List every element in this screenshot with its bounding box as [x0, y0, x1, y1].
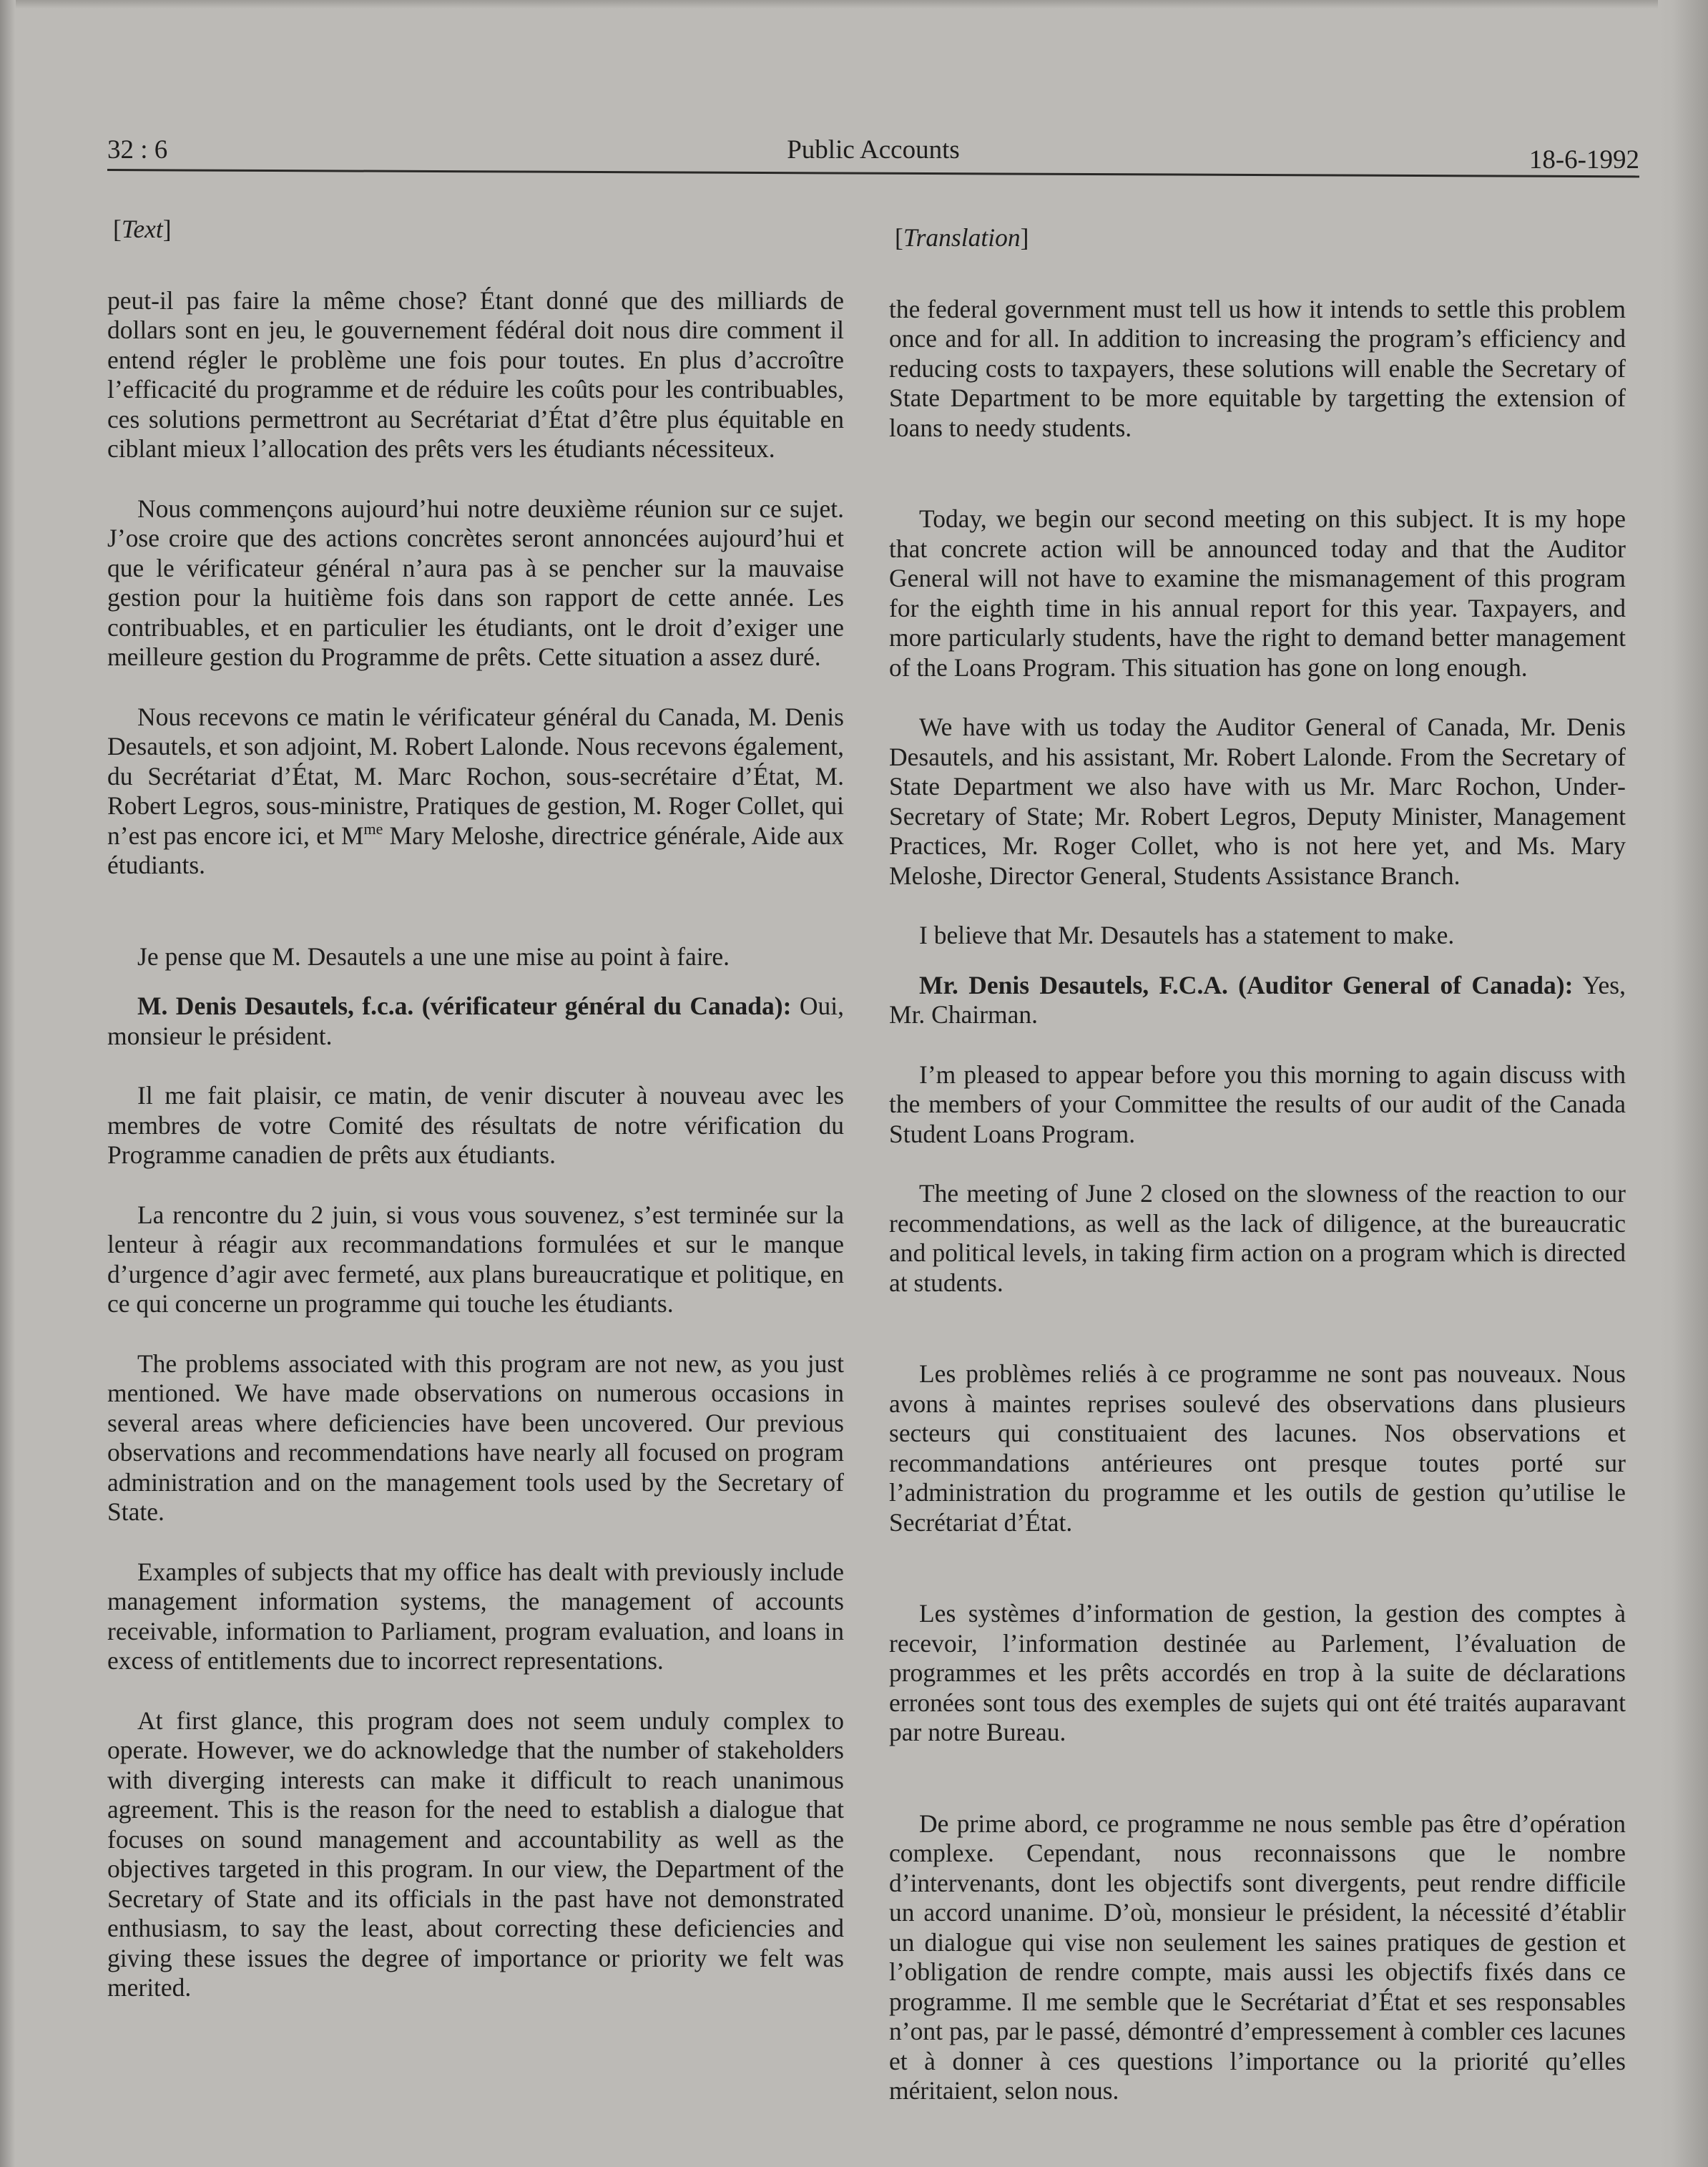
- paragraph: Je pense que M. Desautels a une une mise au point à faire.: [137, 941, 730, 971]
- running-head: [107, 129, 1639, 175]
- paragraph: I believe that Mr. Desautels has a statement to make.: [919, 921, 1455, 949]
- paragraph: [889, 971, 1626, 1030]
- column-label: [Translation]: [895, 223, 1029, 252]
- speaker-name: M. Denis Desautels, f.c.a. (vérificateur général du Canada):: [137, 992, 792, 1020]
- superscript: me: [363, 819, 383, 838]
- speech-text: Oui, monsieur le président.: [107, 992, 844, 1050]
- scan-edge-right: [1658, 0, 1708, 2167]
- issue-date: 18-6-1992: [1528, 145, 1639, 175]
- column-label: [Text]: [113, 215, 172, 243]
- paragraph: I’m pleased to appear before you this morning to again discuss with the members of your Committee the results of our audit of the Canada Student Loans Program.: [889, 1060, 1626, 1148]
- paragraph-text: Nous recevons ce matin le vérificateur général du Canada, M. Denis Desautels, et son adjoint, M. Robert Lalonde. Nous recevons également, du Secrétariat d’État, M. Marc Rochon, sous-secrétaire d’État, M. Robert Legros, sous-ministre, Pratiques de gestion, M. Roger Collet, qui n’est pas encore ici, et M: [107, 702, 844, 850]
- page-number: 32 : 6: [107, 135, 168, 165]
- column-label-text: Text: [121, 215, 163, 243]
- column-label-text: Translation: [903, 223, 1021, 252]
- paragraph: [107, 992, 844, 1051]
- paragraph: Il me fait plaisir, ce matin, de venir discuter à nouveau avec les membres de votre Comité des résultats de notre vérification du Programme canadien de prêts aux étudiants.: [107, 1081, 844, 1169]
- paragraph: peut-il pas faire la même chose? Étant donné que des milliards de dollars sont en jeu, le gouvernement fédéral doit nous dire comment il entend régler le problème une fois pour toutes. En plus d’accroître l’efficacité du programme et de réduire les coûts pour les contribuables, ces solutions permettront au Secrétariat d’État d’être plus équitable en ciblant mieux l’allocation des prêts vers les étudiants nécessiteux.: [107, 285, 844, 463]
- paragraph: The problems associated with this program are not new, as you just mentioned. We have made observations on numerous occasions in several areas where deficiencies have been uncovered. Our previous observations and recommendations have nearly all focused on program administration and on the management tools used by the Secretary of State.: [107, 1349, 844, 1526]
- paragraph-text: Mary Meloshe, directrice générale, Aide aux étudiants.: [107, 821, 844, 879]
- paragraph: Les problèmes reliés à ce programme ne sont pas nouveaux. Nous avons à maintes reprises soulevé des observations dans plusieurs secteurs qui constituaient des lacunes. Nos observations et recommandations antérieures ont presque toutes porté sur l’administration du programme et les outils de gestion qu’utilise le Secrétariat d’État.: [889, 1359, 1626, 1537]
- right-column-english: [889, 223, 1626, 2106]
- paragraph: [107, 703, 844, 881]
- paragraph: Les systèmes d’information de gestion, la gestion des comptes à recevoir, l’information destinée au Parlement, l’évaluation de programmes et les prêts accordés en trop à la suite de déclarations erronées sont tous des exemples de sujets qui ont été traités auparavant par notre Bureau.: [889, 1599, 1626, 1746]
- paragraph: La rencontre du 2 juin, si vous vous souvenez, s’est terminée sur la lenteur à réagir aux recommandations formulées et sur le manque d’urgence d’agir avec fermeté, aux plans bureaucratique et politique, en ce qui concerne un programme qui touche les étudiants.: [107, 1200, 844, 1318]
- journal-title: Public Accounts: [787, 135, 960, 165]
- paragraph: We have with us today the Auditor General of Canada, Mr. Denis Desautels, and his assistant, Mr. Robert Lalonde. From the Secretary of State Department we also have with us Mr. Marc Rochon, Under-Secretary of State; Mr. Robert Legros, Deputy Minister, Management Practices, Mr. Roger Collet, who is not here yet, and Ms. Mary Meloshe, Director General, Students Assistance Branch.: [889, 713, 1626, 890]
- paragraph: De prime abord, ce programme ne nous semble pas être d’opération complexe. Cependant, nous reconnaissons que le nombre d’intervenants, dont les objectifs sont divergents, peut rendre difficile un accord unanime. D’où, monsieur le président, la nécessité d’établir un dialogue qui vise non seulement les saines pratiques de gestion et l’obligation de rendre compte, mais aussi les objectifs fixés dans ce programme. Il me semble que le Secrétariat d’État et ses responsables n’ont pas, par le passé, démontré d’empressement à combler ces lacunes et à donner à ces questions l’importance ou la priorité qu’elles méritaient, selon nous.: [889, 1809, 1626, 2105]
- speech-text: Yes, Mr. Chairman.: [889, 970, 1626, 1029]
- paragraph: The meeting of June 2 closed on the slowness of the reaction to our recommendations, as well as the lack of diligence, at the bureaucratic and political levels, in taking firm action on a program which is directed at students.: [889, 1179, 1626, 1297]
- paragraph: the federal government must tell us how it intends to settle this problem once and for all. In addition to increasing the program’s efficiency and reducing costs to taxpayers, these solutions will enable the Secretary of State Department to be more equitable by targetting the extension of loans to needy students.: [889, 294, 1626, 442]
- scan-edge-left: [0, 0, 16, 2167]
- paragraph: Nous commençons aujourd’hui notre deuxième réunion sur ce sujet. J’ose croire que des actions concrètes seront annoncées aujourd’hui et que le vérificateur général n’aura pas à se pencher sur la mauvaise gestion pour la huitième fois dans son rapport de cette année. Les contribuables, et en particulier les étudiants, ont le droit d’exiger une meilleure gestion du Programme de prêts. Cette situation a assez duré.: [107, 494, 844, 671]
- speaker-name: Mr. Denis Desautels, F.C.A. (Auditor General of Canada):: [919, 970, 1574, 999]
- paragraph: At first glance, this program does not seem unduly complex to operate. However, we do acknowledge that the number of stakeholders with diverging interests can make it difficult to reach unanimous agreement. This is the reason for the need to establish a dialogue that focuses on sound management and accountability as well as the objectives targeted in this program. In our view, the Department of the Secretary of State and its officials in the past have not demonstrated enthusiasm, to say the least, about correcting these deficiencies and giving these issues the degree of importance or priority we felt was merited.: [107, 1706, 844, 2002]
- left-column-french: [107, 215, 844, 2003]
- paragraph: Examples of subjects that my office has dealt with previously include management information systems, the management of accounts receivable, information to Parliament, program evaluation, and loans in excess of entitlements due to incorrect representations.: [107, 1557, 844, 1675]
- scan-edge-top: [0, 0, 1708, 9]
- paragraph: Today, we begin our second meeting on this subject. It is my hope that concrete action will be announced today and that the Auditor General will not have to examine the mismanagement of this program for the eighth time in his annual report for this year. Taxpayers, and more particularly students, have the right to demand better management of the Loans Program. This situation has gone on long enough.: [889, 504, 1626, 682]
